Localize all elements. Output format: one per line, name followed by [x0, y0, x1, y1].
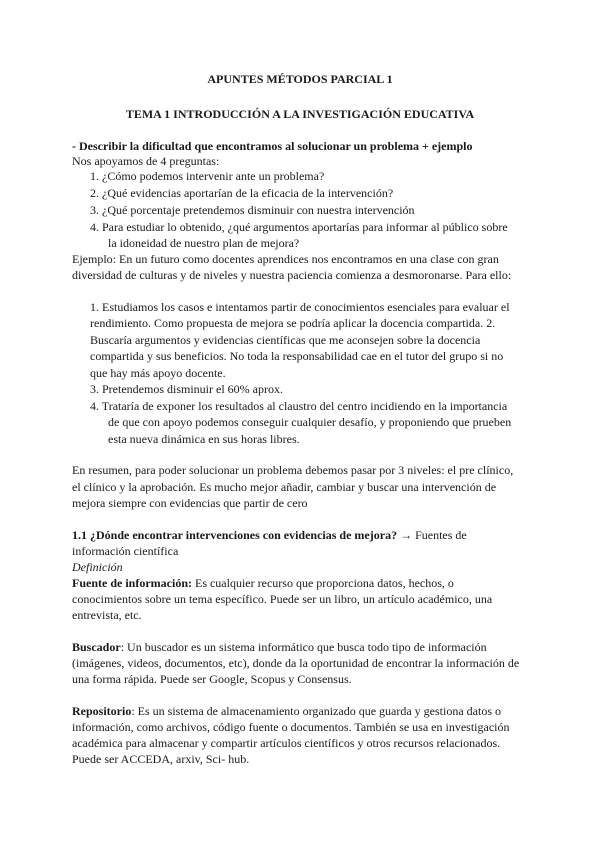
step-line: Buscaría argumentos y evidencias científicas que me aconsejen sobre la docencia	[90, 333, 481, 347]
question-item: 4. Para estudiar lo obtenido, ¿qué argumentos aportarías para informar al público sobre	[90, 220, 508, 234]
fuente-text: entrevista, etc.	[72, 608, 142, 622]
section1-heading: - Describir la dificultad que encontramos al solucionar un problema + ejemplo	[72, 139, 473, 153]
repositorio-definition	[72, 704, 501, 719]
buscador-term: Buscador	[72, 640, 121, 654]
buscador-definition	[72, 640, 487, 655]
step-line: rendimiento. Como propuesta de mejora se podría aplicar la docencia compartida. 2.	[90, 316, 496, 330]
fuente-text: conocimientos sobre un tema específico. Puede ser un libro, un artículo académico, una	[72, 592, 493, 606]
step-line: de que con apoyo podemos conseguir cualquier desafío, y proponiendo que prueben	[108, 415, 512, 429]
definition-label: Definición	[72, 560, 123, 574]
step-line: 4. Trataría de exponer los resultados al claustro del centro incidiendo en la importancia	[90, 399, 508, 413]
fuente-definition	[72, 576, 454, 591]
document-title: APUNTES MÉTODOS PARCIAL 1	[207, 72, 393, 86]
section1-intro: Nos apoyamos de 4 preguntas:	[72, 154, 220, 168]
example-line: Ejemplo: En un futuro como docentes aprendices nos encontramos en una clase con gran	[72, 252, 499, 266]
step-line: compartida y sus beneficios. No toda la responsabilidad cae en el tutor del grupo si no	[90, 349, 504, 363]
repositorio-text: Puede ser ACCEDA, arxiv, Sci- hub.	[72, 752, 250, 766]
section2-heading-bold: 1.1 ¿Dónde encontrar intervenciones con evidencias de mejora?	[72, 528, 398, 542]
repositorio-term: Repositorio	[72, 704, 132, 718]
repositorio-text: académica para almacenar y compartir artículos científicos y otros recursos relacionados.	[72, 736, 501, 750]
step-line: 1. Estudiamos los casos e intentamos partir de conocimientos esenciales para evaluar el	[90, 300, 510, 314]
step-line: que hay más apoyo docente.	[90, 366, 226, 380]
summary-line: En resumen, para poder solucionar un problema debemos pasar por 3 niveles: el pre clínico,	[72, 463, 514, 477]
section2-heading	[72, 528, 467, 543]
buscador-text: una forma rápida. Puede ser Google, Scopus y Consensus.	[72, 672, 352, 686]
summary-line: el clínico y la aprobación. Es mucho mejor añadir, cambiar y buscar una intervención de	[72, 480, 497, 494]
question-item: 3. ¿Qué porcentaje pretendemos disminuir con nuestra intervención	[90, 203, 415, 217]
step-line: esta nueva dinámica en sus horas libres.	[108, 432, 300, 446]
buscador-text: : Un buscador es un sistema informático que busca todo tipo de información	[120, 640, 487, 654]
question-item: 1. ¿Cómo podemos intervenir ante un problema?	[90, 169, 325, 183]
question-item: 2. ¿Qué evidencias aportarían de la eficacia de la intervención?	[90, 186, 394, 200]
repositorio-text: : Es un sistema de almacenamiento organizado que guarda y gestiona datos o	[131, 704, 501, 718]
repositorio-text: información, como archivos, código fuente o documentos. También se usa en investigación	[72, 720, 510, 734]
step-line: 3. Pretendemos disminuir el 60% aprox.	[90, 382, 283, 396]
fuente-text: Es cualquier recurso que proporciona datos, hechos, o	[191, 576, 454, 590]
buscador-text: (imágenes, videos, documentos, etc), donde da la oportunidad de encontrar la información de	[72, 656, 520, 670]
section2-heading-rest: → Fuentes de	[397, 528, 467, 542]
summary-line: mejora siempre con evidencias que partir de cero	[72, 496, 308, 510]
fuente-term: Fuente de información:	[72, 576, 192, 590]
topic-title: TEMA 1 INTRODUCCIÓN A LA INVESTIGACIÓN EDUCATIVA	[125, 107, 475, 121]
question-item-continuation: la idoneidad de nuestro plan de mejora?	[108, 236, 300, 250]
example-line: diversidad de culturas y de niveles y nuestra paciencia comienza a desmoronarse. Para ello:	[72, 268, 512, 282]
section2-heading-line2: información científica	[72, 544, 179, 558]
